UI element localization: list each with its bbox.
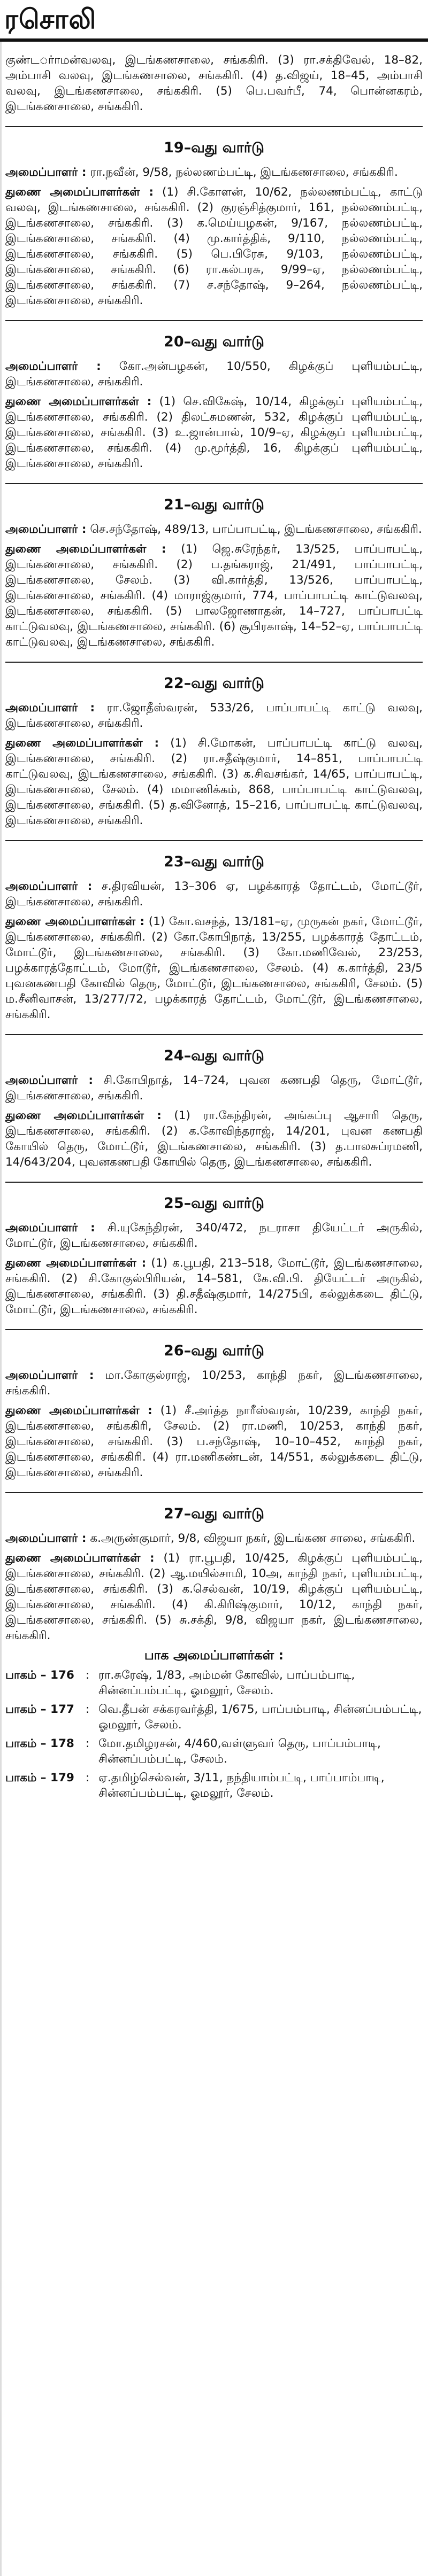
deputies-paragraph (5, 1108, 423, 1170)
booth-organizer: ரா.சுரேஷ், 1/83, அம்மன் கோவில், பாப்பம்பாடி, சின்னப்பம்பட்டி, ஓமலூர், சேலம். (98, 1669, 355, 1697)
deputies-paragraph (5, 394, 423, 471)
article-column (5, 52, 423, 1804)
section-divider (5, 662, 423, 663)
booth-number: பாகம் – 176 (5, 1669, 74, 1682)
section-divider (5, 126, 423, 127)
deputies-paragraph (5, 1550, 423, 1643)
organizer-paragraph (5, 1220, 423, 1251)
booth-separator: : (86, 1703, 90, 1716)
organizer-text: ரா.ஜோதீஸ்வரன், 533/26, பாப்பாபட்டி காட்டு வலவு, இடங்கணசாலை, சங்ககிரி. (5, 701, 423, 730)
ward-heading: 22–வது வார்டு (164, 675, 264, 692)
organizer-label: அமைப்பாளர் : (5, 1221, 95, 1235)
deputies-text: (1) ரா.பூபதி, 10/425, கிழக்குப் புளியம்பட்டி, இடங்கணசாலை, சங்ககிரி. (2) ஆ.மயில்சாமி, 10அ, காந்தி நகர், புளியம்பட்டி, இடங்கணசாலை, சங்ககிரி. (3) க.செல்வன், 10/19, கிழக்குப் புளியம்பட்டி, இடங்கணசாலை, சங்ககிரி. (4) கி.கிரிஷ்குமார், 10/12, காந்தி நகர், இடங்கணசாலை, சங்ககிரி. (5) சு.சக்தி, 9/8, விஜயா நகர், இடங்கணசாலை, சங்ககிரி. (5, 1551, 423, 1642)
ward-section (5, 126, 423, 308)
deputies-text: (1) சி.மோகன், பாப்பாபட்டி காட்டு வலவு, இடங்கணசாலை, சங்ககிரி. (2) ரா.சதீஷ்குமார், 14–851, பாப்பாபட்டி காட்டுவலவு, இடங்கணசாலை, சங்ககிரி. (3) க.சிவசங்கர், 14/65, பாப்பாபட்டி, இடங்கணசாலை, சேலம். (4) மமாணிக்கம், 868, பாப்பாபட்டி காட்டுவலவு, இடங்கணசாலை, சங்ககிரி. (5) த.வினோத், 15–216, பாப்பாபட்டி காட்டுவலவு, இடங்கணசாலை, சங்ககிரி. (5, 736, 423, 827)
booth-row (5, 1736, 423, 1767)
section-divider (5, 1492, 423, 1493)
organizer-paragraph (5, 1073, 423, 1104)
booth-row (5, 1702, 423, 1733)
ward-heading: 21–வது வார்டு (164, 496, 264, 513)
ward-section (5, 320, 423, 471)
organizer-label: அமைப்பாளர் : (5, 880, 93, 893)
masthead (0, 0, 428, 42)
organizer-label: அமைப்பாளர் : (5, 1074, 93, 1087)
ward-section (5, 1034, 423, 1170)
organizer-text: மா.கோகுல்ராஜ், 10/253, காந்தி நகர், இடங்கணசாலை, சங்ககிரி. (5, 1369, 423, 1398)
organizer-paragraph (5, 359, 423, 390)
deputy-label: துணை அமைப்பாளர்கள் : (5, 185, 154, 199)
organizer-text: சி.யுகேந்திரன், 340/472, நடராசா தியேட்டர் அருகில், மோட்டூர், இடங்கணசாலை, சங்ககிரி. (5, 1221, 423, 1250)
booth-separator: : (86, 1771, 90, 1784)
deputy-label: துணை அமைப்பாளர்கள் : (5, 1404, 152, 1417)
organizer-label: அமைப்பாளர் : (5, 1369, 94, 1382)
deputies-paragraph (5, 184, 423, 308)
booth-number: பாகம் – 177 (5, 1703, 74, 1716)
booth-row (5, 1770, 423, 1801)
organizer-paragraph (5, 1531, 423, 1546)
deputies-paragraph (5, 735, 423, 828)
ward-section (5, 483, 423, 650)
booth-number: பாகம் – 179 (5, 1771, 74, 1784)
deputy-label: துணை அமைப்பாளர்கள் : (5, 1551, 155, 1565)
ward-heading: 24–வது வார்டு (164, 1048, 264, 1064)
section-divider (5, 483, 423, 484)
organizer-paragraph (5, 522, 423, 537)
organizer-text: கோ.அன்பழகன், 10/550, கிழக்குப் புளியம்பட்டி, இடங்கணசாலை, சங்ககிரி. (5, 360, 423, 389)
organizer-text: செ.சந்தோஷ், 489/13, பாப்பாபட்டி, இடங்கணசாலை, சங்ககிரி. (90, 523, 422, 536)
organizer-text: ரா.நவீன், 9/58, நல்லணம்பட்டி, இடங்கணசாலை, சங்ககிரி. (90, 166, 398, 179)
organizer-label: அமைப்பாளர் : (5, 523, 87, 536)
organizer-paragraph (5, 700, 423, 731)
ward-heading: 20–வது வார்டு (164, 333, 264, 350)
ward-heading: 23–வது வார்டு (164, 854, 264, 870)
deputies-text: (1) க.பூபதி, 213–518, மோட்டூர், இடங்கணசாலை, சங்ககிரி. (2) சி.கோகுல்பிரியன், 14–581, கே.வி.பி. தியேட்டர் அருகில், இடங்கணசாலை, சங்ககிரி. (3) தி.சதீஷ்குமார், 14/275பி, கல்லுக்கடை திட்டு, மோட்டூர், இடங்கணசாலை, சங்ககிரி. (5, 1256, 423, 1316)
organizer-label: அமைப்பாளர் : (5, 701, 95, 715)
section-divider (5, 1034, 423, 1035)
organizer-paragraph (5, 165, 423, 180)
deputy-label: துணை அமைப்பாளர்கள் : (5, 736, 159, 750)
deputy-label: துணை அமைப்பாளர்கள் : (5, 915, 145, 928)
ward-heading: 26–வது வார்டு (164, 1343, 264, 1359)
ward-section (5, 840, 423, 1022)
deputies-text: (1) சீ.அர்த்த நாரீஸ்வரன், 10/239, காந்தி நகர், இடங்கணசாலை, சங்ககிரி, சேலம். (2) ரா.மணி, 10/253, காந்தி நகர், இடங்கணசாலை, சங்ககிரி. (3) ப.சந்தோஷ், 10–10–452, காந்தி நகர், இடங்கணசாலை, சங்ககிரி. (4) ரா.மணிகண்டன், 14/551, கல்லுக்கடை திட்டு, இடங்கணசாலை, சங்ககிரி. (5, 1404, 423, 1479)
ward-heading: 19–வது வார்டு (164, 139, 264, 156)
booth-organizer: ஏ.தமிழ்செல்வன், 3/11, நந்தியாம்பட்டி, பாப்பாம்பாடி, சின்னப்பம்பட்டி, ஓமலூர், சேலம். (98, 1771, 385, 1800)
deputy-label: துணை அமைப்பாளர்கள் : (5, 1256, 147, 1270)
section-divider (5, 1182, 423, 1183)
ward-section (5, 1492, 423, 1643)
deputies-text: (1) ஜெ.சுரேந்தர், 13/525, பாப்பாபட்டி, இடங்கணசாலை, சங்ககிரி. (2) ப.தங்கராஜ், 21/491, பாப்பாபட்டி, இடங்கணசாலை, சேலம். (3) வி.கார்த்தி, 13/526, பாப்பாபட்டி, இடங்கணசாலை, சங்ககிரி. (4) மாராஜ்குமார், 774, பாப்பாபட்டி காட்டுவலவு, இடங்கணசாலை, சங்ககிரி. (5) பாலஜோணாதன், 14–727, பாப்பாபட்டி காட்டுவலவு, இடங்கணசாலை, சங்ககிரி. (6) சூபிரகாஷ், 14–52–ஏ, பாப்பாபட்டி காட்டுவலவு, இடங்கணசாலை, சங்ககிரி. (5, 542, 423, 649)
deputy-label: துணை அமைப்பாளர்கள் : (5, 542, 166, 556)
intro-paragraph: குண்டர்ாமன்வலவு, இடங்கணசாலை, சங்ககிரி. (3) ரா.சக்திவேல், 18–82, அம்பாசி வலவு, இடங்கணசாலை, சங்ககிரி. (4) த.விஜய், 18–45, அம்பாசி வலவு, இடங்கணசாலை, சங்ககிரி. (5) பெ.பவர்பீ, 74, பொன்னகரம், இடங்கணசாலை, சங்ககிரி. (5, 53, 423, 113)
booth-number: பாகம் – 178 (5, 1737, 74, 1750)
booth-organizer: மோ.தமிழரசன், 4/460,வள்ளுவர் தெரு, பாப்பம்பாடி, சின்னப்பம்பட்டி, சேலம். (98, 1737, 381, 1766)
page-edge (0, 0, 2, 2576)
deputies-text: (1) சி.கோளன், 10/62, நல்லணம்பட்டி, காட்டு வலவு, இடங்கணசாலை, சங்ககிரி. (2) குரஞ்சித்குமார், 161, நல்லணம்பட்டி, இடங்கணசாலை, சங்ககிரி. (3) க.மெய்யழகன், 9/167, நல்லணம்பட்டி, இடங்கணசாலை, சங்ககிரி. (4) மு.கார்த்திக், 9/110, நல்லணம்பட்டி, இடங்கணசாலை, சங்ககிரி. (5) பெ.பிரேசு, 9/103, நல்லணம்பட்டி, இடங்கணசாலை, சங்ககிரி. (6) ரா.கல்பரசு, 9/99–ஏ, நல்லணம்பட்டி, இடங்கணசாலை, சங்ககிரி. (7) ச.சந்தோஷ், 9–264, நல்லணம்பட்டி, இடங்கணசாலை, சங்ககிரி. (5, 185, 423, 307)
organizer-label: அமைப்பாளர் : (5, 360, 101, 373)
booth-separator: : (86, 1737, 90, 1750)
section-divider (5, 320, 423, 321)
ward-heading: 25–வது வார்டு (164, 1195, 264, 1212)
organizer-label: அமைப்பாளர் : (5, 1532, 87, 1545)
organizer-paragraph (5, 879, 423, 910)
booth-row (5, 1667, 423, 1698)
deputies-text: (1) கோ.வசந்த், 13/181–ஏ, முருகன் நகர், மோட்டூர், இடங்கணசாலை, சங்ககிரி. (2) கோ.கோபிநாத், 13/255, பழக்காரத் தோட்டம், மோட்டூர், இடங்கணசாலை, சங்ககிரி. (3) கோ.மணிவேல், 23/253, பழக்காரத்தோட்டம், மோடூர், இடங்கணசாலை, சேலம். (4) க.கார்த்தி, 23/5 புவனகணபதி கோவில் தெரு, மோட்டூர், இடங்கணசாலை, சங்ககிரி, சேலம். (5) ம.சீனிவாசன், 13/277/72, பழக்காரத் தோட்டம், மோட்டூர், இடங்கணசாலை, சங்ககிரி. (5, 915, 423, 1021)
booth-section (5, 1648, 423, 1801)
deputy-label: துணை அமைப்பாளர்கள் : (5, 1109, 162, 1122)
organizer-text: ச.திரவியன், 13–306 ஏ, பழக்காரத் தோட்டம், மோட்டூர், இடங்கணசாலை, சங்ககிரி. (5, 880, 423, 909)
organizer-paragraph (5, 1368, 423, 1399)
ward-section (5, 1329, 423, 1480)
deputy-label: துணை அமைப்பாளர்கள் : (5, 395, 152, 408)
ward-heading: 27–வது வார்டு (164, 1506, 264, 1522)
booth-heading: பாக அமைப்பாளர்கள் : (144, 1648, 284, 1663)
booth-organizer: வெ.தீபன் சக்கரவர்த்தி, 1/675, பாப்பம்பாடி, சின்னப்பம்பட்டி, ஓமலூர், சேலம். (98, 1703, 422, 1732)
deputies-paragraph (5, 1403, 423, 1480)
section-divider (5, 840, 423, 841)
deputies-text: (1) ரா.கேந்திரன், அங்கப்பு ஆசாரி தெரு, இடங்கணசாலை, சங்ககிரி. (2) க.கோவிந்தராஜ், 14/201, புவன கணபதி கோயில் தெரு, மோட்டூர், இடங்கணசாலை, சங்ககிரி. (3) த.பாலசுப்ரமணி, 14/643/204, புவனகணபதி கோயில் தெரு, இடங்கணசாலை, சங்ககிரி. (5, 1109, 423, 1169)
deputies-paragraph (5, 914, 423, 1022)
section-divider (5, 1329, 423, 1330)
organizer-text: சி.கோபிநாத், 14–724, புவன கணபதி தெரு, மோட்டூர், இடங்கணசாலை, சங்ககிரி. (5, 1074, 423, 1103)
deputies-paragraph (5, 541, 423, 650)
ward-section (5, 1182, 423, 1317)
ward-section (5, 662, 423, 828)
deputies-text: (1) செ.விகேஷ், 10/14, கிழக்குப் புளியம்பட்டி, இடங்கணசாலை, சங்ககிரி. (2) திலட்சுமணன், 532, கிழக்குப் புளியம்பட்டி, இடங்கணசாலை, சங்ககிரி. (3) உ.ஜான்பால், 10/9–ஏ, கிழக்குப் புளியம்பட்டி, இடங்கணசாலை, சங்ககிரி. (4) மு.மூர்த்தி, 16, கிழக்குப் புளியம்பட்டி, இடங்கணசாலை, சங்ககிரி. (5, 395, 423, 470)
booth-separator: : (86, 1669, 90, 1682)
organizer-label: அமைப்பாளர் : (5, 166, 87, 179)
organizer-text: க.அருண்குமார், 9/8, விஜயா நகர், இடங்கண சாலை, சங்ககிரி. (90, 1532, 416, 1545)
masthead-title: ரசொலி (4, 4, 97, 35)
deputies-paragraph (5, 1255, 423, 1317)
